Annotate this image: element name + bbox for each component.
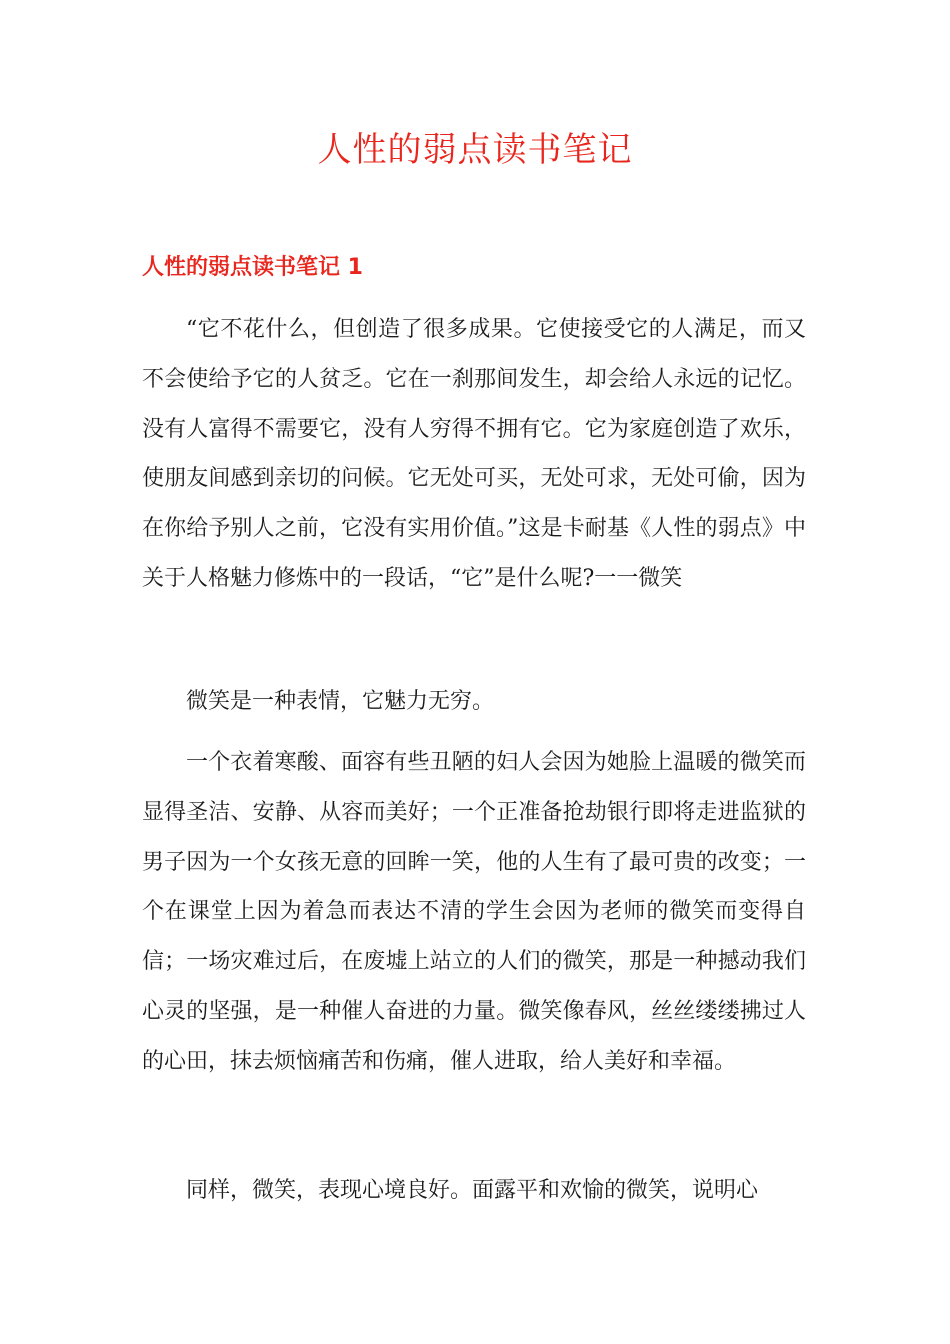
paragraph-smile-intro: 微笑是一种表情，它魅力无穷。 [186,689,495,714]
paragraph-quote: “它不花什么，但创造了很多成果。它使接受它的人满足，而又不会使给予它的人贫乏。它在一刹那间发生，却会给人永远的记忆。没有人富得不需要它，没有人穷得不拥有它。它为家庭创造了欢乐，使朋友间感到亲切的问候。它无处可买，无处可求，无处可偷，因为在你给予别人之前，它没有实用价值。”这是卡耐基《人性的弱点》中关于人格魅力修炼中的一段话，“它”是什么呢?一一微笑 [142,317,806,591]
section-heading: 人性的弱点读书笔记 1 [142,255,363,280]
paragraph-smile-examples: 一个衣着寒酸、面容有些丑陋的妇人会因为她脸上温暖的微笑而显得圣洁、安静、从容而美好；一个正准备抢劫银行即将走进监狱的男子因为一个女孩无意的回眸一笑，他的人生有了最可贵的改变；一个在课堂上因为着急而表达不清的学生会因为老师的微笑而变得自信；一场灾难过后，在废墟上站立的人们的微笑，那是一种撼动我们心灵的坚强，是一种催人奋进的力量。微笑像春风，丝丝缕缕拂过人的心田，抹去烦恼痛苦和伤痛，催人进取，给人美好和幸福。 [142,750,806,1074]
paragraph-smile-mood: 同样，微笑，表现心境良好。面露平和欢愉的微笑，说明心 [186,1178,759,1203]
document-title: 人性的弱点读书笔记 [317,130,633,170]
